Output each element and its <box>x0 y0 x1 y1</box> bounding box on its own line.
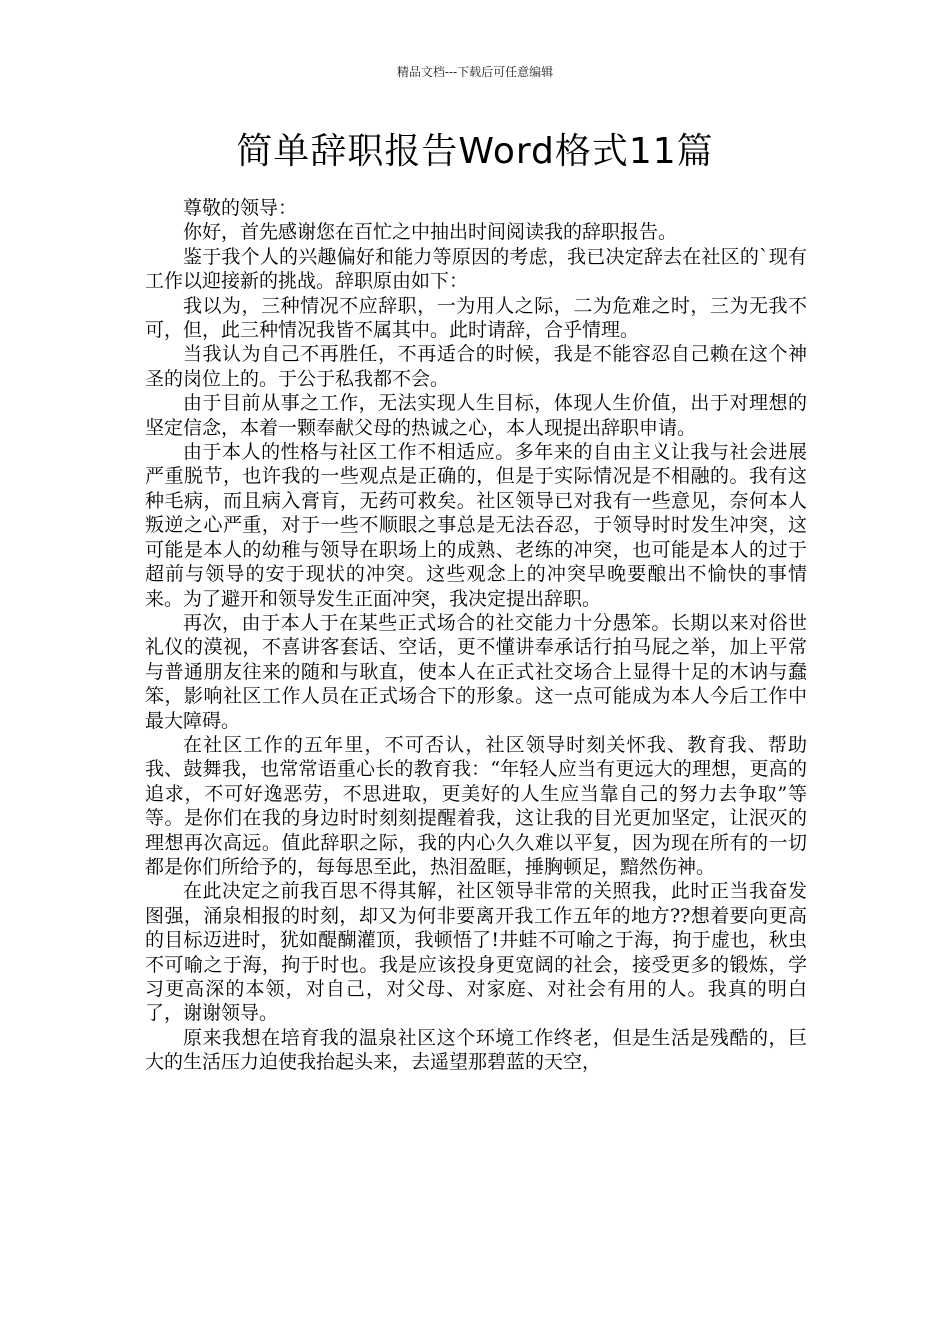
paragraph: 在此决定之前我百思不得其解，社区领导非常的关照我，此时正当我奋发图强，涌泉相报的时刻，却又为何非要离开我工作五年的地方??想着要向更高的目标迈进时，犹如醍醐灌顶，我顿悟了!井蛙不可喻之于海，拘于虚也，秋虫不可喻之于海，拘于时也。我是应该投身更宽阔的社会，接受更多的锻炼，学习更高深的本领，对自己，对父母、对家庭、对社会有用的人。我真的明白了，谢谢领导。 <box>145 880 807 1025</box>
paragraph: 鉴于我个人的兴趣偏好和能力等原因的考虑，我已决定辞去在社区的`现有工作以迎接新的挑战。辞职原由如下： <box>145 245 807 293</box>
paragraph-salutation: 尊敬的领导： <box>183 197 298 219</box>
paragraph: 原来我想在培育我的温泉社区这个环境工作终老，但是生活是残酷的，巨大的生活压力迫使我抬起头来，去遥望那碧蓝的天空， <box>145 1026 807 1074</box>
document-title: 简单辞职报告Word格式11篇 <box>236 131 714 172</box>
paragraph: 再次，由于本人于在某些正式场合的社交能力十分愚笨。长期以来对俗世礼仪的漠视，不喜讲客套话、空话，更不懂讲奉承话行拍马屁之举，加上平常与普通朋友往来的随和与耿直，使本人在正式社交场合上显得十足的木讷与蠢笨，影响社区工作人员在正式场合下的形象。这一点可能成为本人今后工作中最大障碍。 <box>145 611 807 732</box>
paragraph: 当我认为自己不再胜任，不再适合的时候，我是不能容忍自己赖在这个神圣的岗位上的。于公于私我都不会。 <box>145 343 807 390</box>
header-note: 精品文档---下载后可任意编辑 <box>396 65 554 79</box>
paragraph: 我以为，三种情况不应辞职，一为用人之际，二为危难之时，三为无我不可，但，此三种情况我皆不属其中。此时请辞，合乎情理。 <box>145 294 807 342</box>
document-body <box>145 196 807 1075</box>
paragraph: 在社区工作的五年里，不可否认，社区领导时刻关怀我、教育我、帮助我、鼓舞我，也常常语重心长的教育我：“年轻人应当有更远大的理想，更高的追求，不可好逸恶劳，不思进取，更美好的人生应当靠自己的努力去争取”等等。是你们在我的身边时时刻刻提醒着我，这让我的目光更加坚定，让泯灭的理想再次高远。值此辞职之际，我的内心久久难以平复，因为现在所有的一切都是你们所给予的，每每思至此，热泪盈眶，捶胸顿足，黯然伤神。 <box>145 733 807 878</box>
paragraph: 你好，首先感谢您在百忙之中抽出时间阅读我的辞职报告。 <box>183 221 678 244</box>
paragraph: 由于本人的性格与社区工作不相适应。多年来的自由主义让我与社会进展严重脱节，也许我的一些观点是正确的，但是于实际情况是不相融的。我有这种毛病，而且病入膏肓，无药可救矣。社区领导已对我有一些意见，奈何本人叛逆之心严重，对于一些不顺眼之事总是无法吞忍，于领导时时发生冲突，这可能是本人的幼稚与领导在职场上的成熟、老练的冲突，也可能是本人的过于超前与领导的安于现状的冲突。这些观念上的冲突早晚要酿出不愉快的事情来。为了避开和领导发生正面冲突，我决定提出辞职。 <box>145 441 807 610</box>
paragraph: 由于目前从事之工作，无法实现人生目标，体现人生价值，出于对理想的坚定信念，本着一颗奉献父母的热诚之心，本人现提出辞职申请。 <box>145 392 807 439</box>
